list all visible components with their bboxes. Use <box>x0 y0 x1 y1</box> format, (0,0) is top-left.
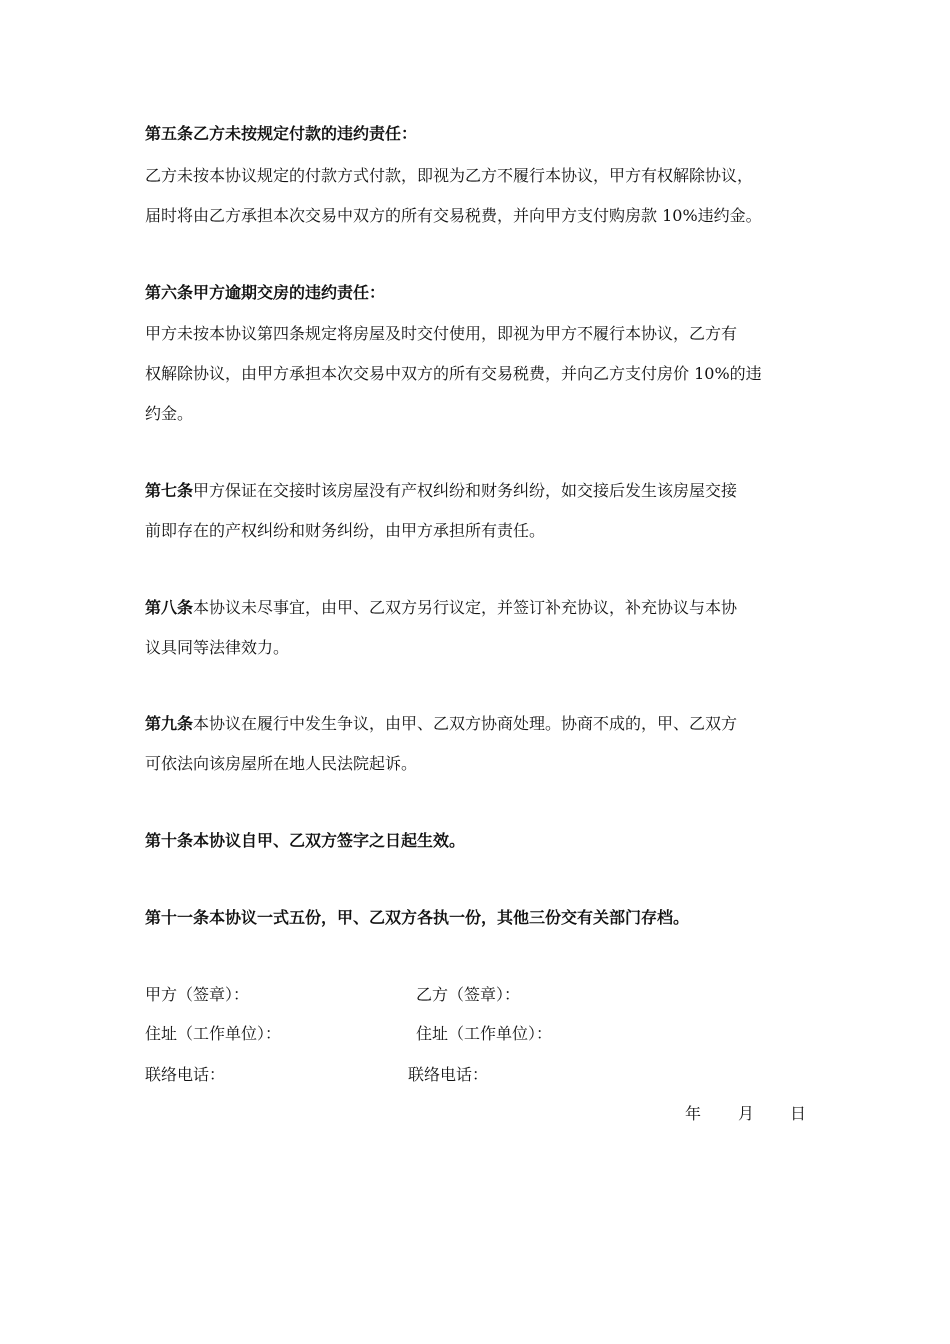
article-6-line-2: 权解除协议，由甲方承担本次交易中双方的所有交易税费，并向乙方支付房价 10%的违 <box>145 364 762 383</box>
party-a-phone: 联络电话： <box>145 1065 226 1084</box>
party-b-address: 住址（工作单位）： <box>416 1024 553 1043</box>
article-9-line-1 <box>145 713 737 735</box>
article-7-label: 第七条 <box>145 481 194 500</box>
article-9-line-2: 可依法向该房屋所在地人民法院起诉。 <box>145 754 418 773</box>
article-8-text-1: 本协议未尽事宜，由甲、乙双方另行议定，并签订补充协议，补充协议与本协 <box>193 598 738 617</box>
article-9-label: 第九条 <box>145 714 194 733</box>
article-6-line-1: 甲方未按本协议第四条规定将房屋及时交付使用，即视为甲方不履行本协议，乙方有 <box>145 324 738 343</box>
date-month: 月 <box>738 1104 755 1123</box>
party-a-sign: 甲方（签章）： <box>145 985 250 1004</box>
date-day: 日 <box>790 1104 807 1123</box>
article-11: 第十一条本协议一式五份，甲、乙双方各执一份，其他三份交有关部门存档。 <box>145 908 690 927</box>
article-9-text-1: 本协议在履行中发生争议，由甲、乙双方协商处理。协商不成的，甲、乙双方 <box>193 714 738 733</box>
article-6-title: 第六条甲方逾期交房的违约责任： <box>145 283 386 302</box>
article-7-line-2: 前即存在的产权纠纷和财务纠纷，由甲方承担所有责任。 <box>145 521 546 540</box>
article-8-line-2: 议具同等法律效力。 <box>145 638 290 657</box>
article-5-line-1: 乙方未按本协议规定的付款方式付款，即视为乙方不履行本协议，甲方有权解除协议， <box>145 166 754 185</box>
article-7-line-1 <box>145 480 737 502</box>
article-8-label: 第八条 <box>145 598 194 617</box>
article-6-line-3: 约金。 <box>145 404 194 423</box>
article-10: 第十条本协议自甲、乙双方签字之日起生效。 <box>145 831 466 850</box>
article-8-line-1 <box>145 597 737 619</box>
article-5-line-2: 届时将由乙方承担本次交易中双方的所有交易税费，并向甲方支付购房款 10%违约金。 <box>145 206 762 225</box>
date-year: 年 <box>685 1104 702 1123</box>
article-5-title: 第五条乙方未按规定付款的违约责任： <box>145 124 418 143</box>
party-a-address: 住址（工作单位）： <box>145 1024 282 1043</box>
party-b-sign: 乙方（签章）： <box>416 985 521 1004</box>
article-7-text-1: 甲方保证在交接时该房屋没有产权纠纷和财务纠纷，如交接后发生该房屋交接 <box>193 481 738 500</box>
party-b-phone: 联络电话： <box>408 1065 489 1084</box>
